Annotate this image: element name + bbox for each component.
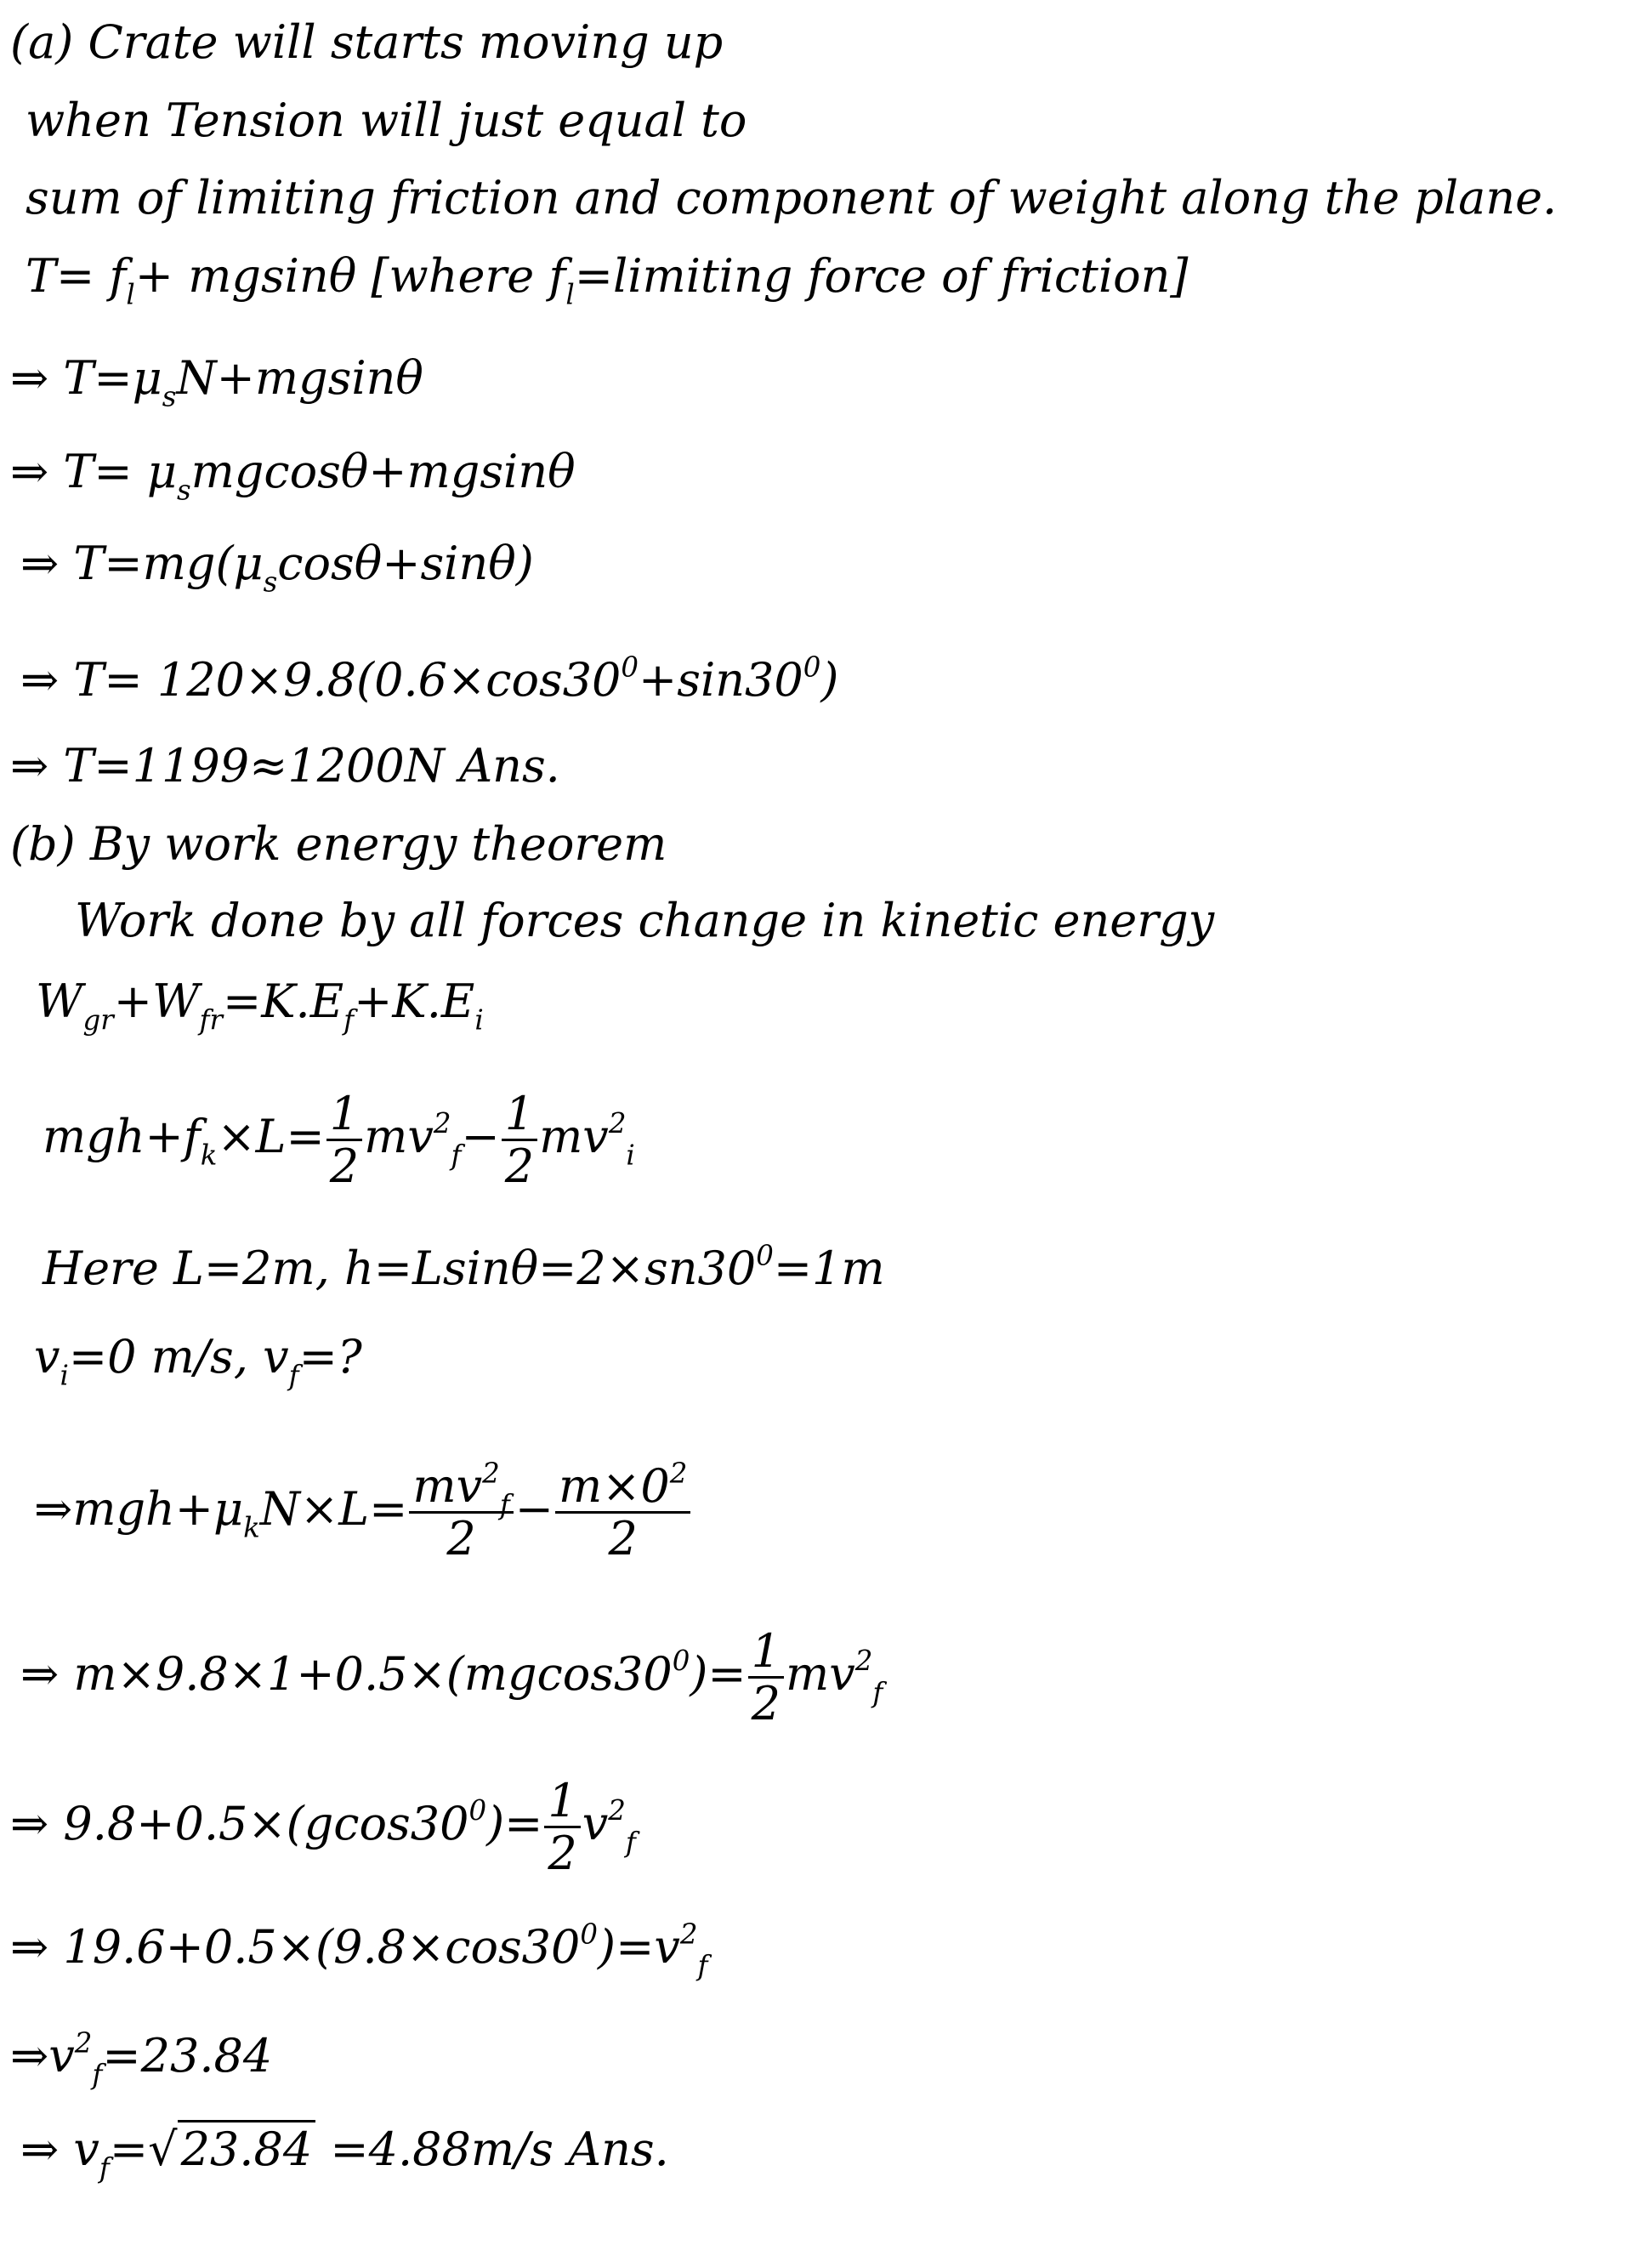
- subscript: k: [243, 1511, 260, 1544]
- denominator: 2: [608, 1512, 638, 1566]
- fraction-mv-squared: [409, 1457, 513, 1566]
- numerator: 1: [544, 1776, 580, 1828]
- fraction-half: [748, 1626, 784, 1730]
- subscript: l: [565, 278, 575, 311]
- step-factor: [20, 534, 534, 599]
- text: +K.E: [354, 975, 475, 1028]
- text: ⇒ T= μ: [10, 445, 177, 498]
- superscript: 2: [482, 1457, 500, 1490]
- step-friction-substitution: [34, 1457, 692, 1566]
- text: ⇒ v: [20, 2122, 99, 2176]
- text: W: [36, 975, 83, 1028]
- step-numeric: [20, 651, 838, 710]
- subscript: s: [263, 565, 278, 599]
- subscript: f: [499, 1488, 510, 1521]
- part-b-statement: [75, 891, 1214, 951]
- text: Work done by all forces change in kinetic energy: [75, 894, 1215, 947]
- text: ⇒ T=mg(μ: [20, 537, 264, 590]
- part-a-heading: [10, 13, 723, 72]
- text: +sin30: [639, 653, 803, 707]
- text: mv: [412, 1459, 483, 1513]
- denominator: 2: [751, 1677, 781, 1731]
- superscript: 0: [803, 651, 821, 684]
- text: mgh+f: [43, 1109, 201, 1163]
- text: T= f: [26, 249, 127, 303]
- work-energy-expanded: [43, 1087, 635, 1194]
- numerator: 1: [748, 1626, 784, 1679]
- velocity-answer: [20, 2120, 669, 2185]
- superscript: 0: [468, 1794, 487, 1827]
- subscript: f: [451, 1139, 462, 1172]
- tension-answer: [10, 736, 560, 796]
- text: Here L=2m, h=Lsinθ=2×sn30: [43, 1242, 757, 1295]
- subscript: gr: [82, 1003, 114, 1037]
- text: =K.E: [222, 975, 344, 1028]
- fraction-m-zero: [555, 1457, 690, 1566]
- text: N×L=: [259, 1481, 408, 1536]
- text: ⇒ m×9.8×1+0.5×(mgcos30: [20, 1646, 673, 1701]
- text: mgcosθ+mgsinθ: [190, 445, 576, 498]
- text: v: [582, 1796, 609, 1850]
- superscript: 2: [608, 1107, 627, 1140]
- text: )=: [486, 1796, 543, 1850]
- superscript: 0: [580, 1918, 598, 1951]
- text: =limiting force of friction]: [574, 249, 1189, 303]
- denominator: 2: [446, 1512, 476, 1566]
- text: + mgsinθ [where f: [134, 249, 566, 303]
- text: m×0: [558, 1459, 670, 1513]
- subscript: f: [343, 1003, 355, 1037]
- numerator: 1: [502, 1088, 537, 1141]
- text: =1m: [773, 1242, 885, 1295]
- text: (a) Crate will starts moving up: [10, 15, 724, 69]
- subscript: f: [99, 2151, 110, 2185]
- text: ⇒ T=μ: [10, 351, 162, 405]
- tension-equation: [26, 247, 1189, 311]
- text: when Tension will just equal to: [26, 94, 747, 147]
- subscript: fr: [199, 1003, 223, 1037]
- sqrt-symbol: =√: [109, 2122, 178, 2176]
- part-b-heading: [10, 815, 667, 874]
- text: ⇒ T=1199≈1200N Ans.: [10, 739, 560, 793]
- text: sum of limiting friction and component of weight along the plane.: [26, 171, 1558, 224]
- superscript: 2: [608, 1794, 626, 1827]
- fraction-half: [502, 1088, 537, 1192]
- text: ): [820, 653, 839, 707]
- given-values: [43, 1239, 885, 1298]
- fraction-half: [326, 1088, 362, 1192]
- text: )=v: [598, 1920, 680, 1974]
- text: =23.84: [102, 2029, 273, 2083]
- velocity-values: [34, 1327, 362, 1392]
- text: v: [34, 1330, 60, 1384]
- subscript: i: [60, 1359, 69, 1392]
- superscript: 0: [756, 1239, 774, 1272]
- subscript: k: [200, 1139, 218, 1172]
- numerator: [409, 1457, 513, 1521]
- subscript: f: [288, 1359, 299, 1392]
- text: =?: [298, 1330, 362, 1384]
- sqrt-radicand: 23.84: [178, 2120, 316, 2176]
- numerator: 1: [326, 1088, 362, 1141]
- step-cancel-mass: [10, 1774, 636, 1881]
- text: mv: [364, 1109, 434, 1163]
- part-a-line-3: [26, 168, 1557, 228]
- subscript: f: [625, 1826, 636, 1859]
- text: ×L=: [217, 1109, 325, 1163]
- subscript: s: [176, 474, 191, 507]
- superscript: 0: [621, 651, 639, 684]
- text: )=: [690, 1646, 747, 1701]
- text: =4.88m/s Ans.: [315, 2122, 669, 2176]
- step-numeric-mass: [20, 1624, 883, 1731]
- numerator: [555, 1457, 690, 1514]
- superscript: 0: [672, 1645, 690, 1678]
- superscript: 2: [679, 1918, 698, 1951]
- step-normal-force: [10, 349, 423, 413]
- superscript: 2: [669, 1457, 688, 1490]
- subscript: f: [697, 1949, 708, 1982]
- text: ⇒ 19.6+0.5×(9.8×cos30: [10, 1920, 581, 1974]
- step-substitute-normal: [10, 442, 576, 507]
- subscript: f: [872, 1676, 883, 1709]
- text: ⇒v: [10, 2029, 75, 2083]
- subscript: l: [126, 278, 135, 311]
- subscript: i: [626, 1139, 635, 1172]
- step-vf-squared: [10, 2026, 273, 2091]
- denominator: 2: [329, 1139, 360, 1194]
- text: mv: [786, 1646, 855, 1701]
- text: −: [461, 1109, 500, 1163]
- text: ⇒ T= 120×9.8(0.6×cos30: [20, 653, 622, 707]
- subscript: s: [162, 380, 177, 413]
- work-energy-equation: [36, 972, 484, 1037]
- text: N+mgsinθ: [176, 351, 423, 405]
- text: cosθ+sinθ): [277, 537, 534, 590]
- superscript: 2: [854, 1645, 873, 1678]
- text: (b) By work energy theorem: [10, 817, 667, 871]
- text: −: [514, 1481, 554, 1536]
- denominator: 2: [548, 1827, 577, 1881]
- step-multiply-two: [10, 1918, 708, 1982]
- superscript: 2: [433, 1107, 451, 1140]
- text: mv: [539, 1109, 609, 1163]
- text: ⇒ 9.8+0.5×(gcos30: [10, 1796, 469, 1850]
- subscript: f: [92, 2058, 103, 2091]
- superscript: 2: [74, 2026, 93, 2060]
- part-a-line-2: [26, 91, 747, 151]
- text: +W: [113, 975, 200, 1028]
- text: ⇒mgh+μ: [34, 1481, 244, 1536]
- subscript: i: [474, 1003, 484, 1037]
- denominator: 2: [504, 1139, 535, 1194]
- text: =0 m/s, v: [68, 1330, 289, 1384]
- fraction-half: [544, 1776, 580, 1879]
